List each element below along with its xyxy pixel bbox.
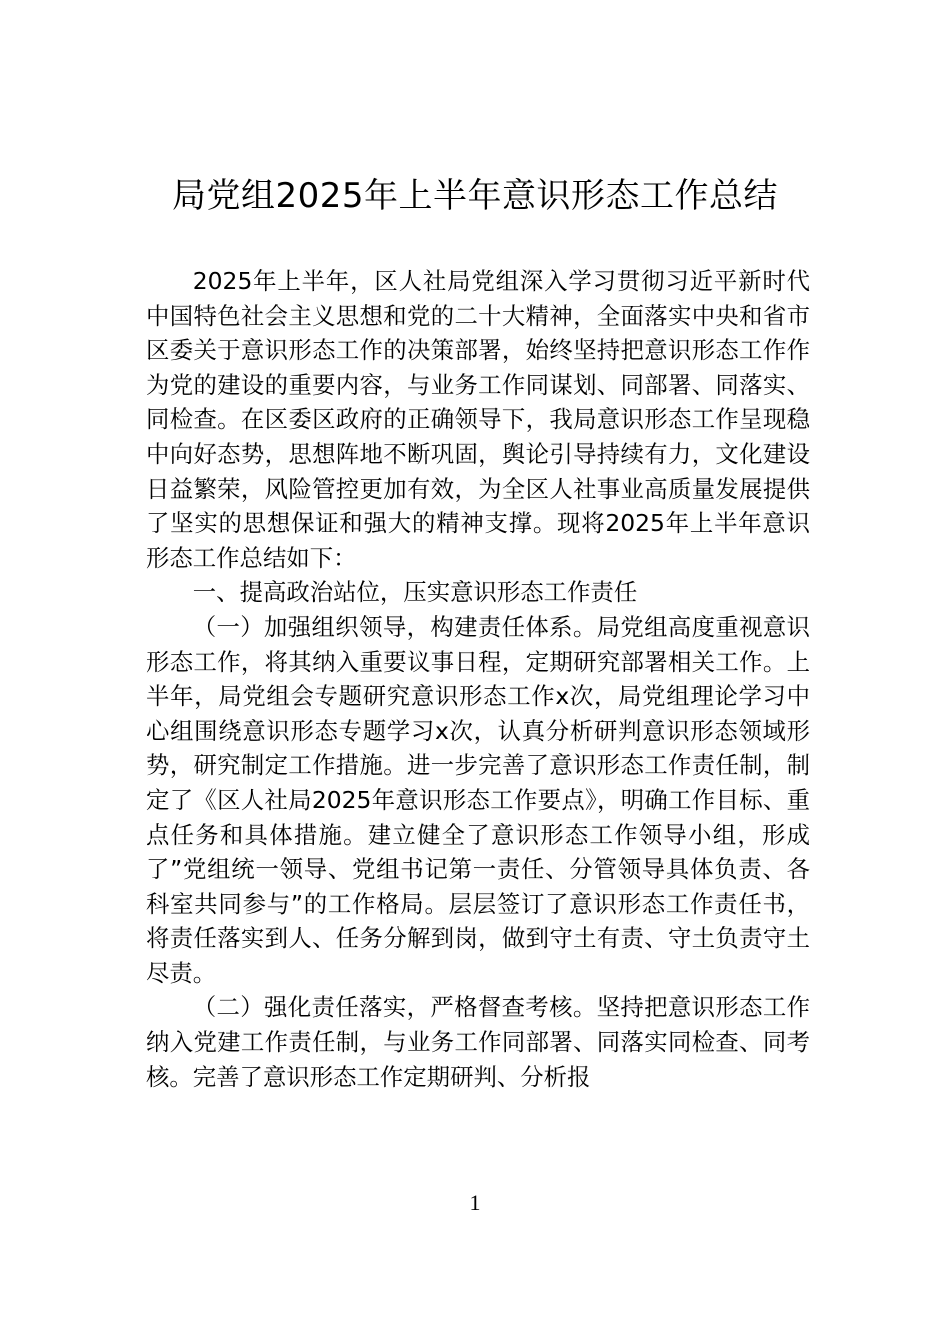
subsection-paragraph-2: （二）强化责任落实，严格督查考核。坚持把意识形态工作纳入党建工作责任制，与业务工作同部署、同落实同检查、同考核。完善了意识形态工作定期研判、分析报 bbox=[146, 993, 810, 1091]
document-body bbox=[146, 264, 810, 1094]
page-number: 1 bbox=[469, 1190, 481, 1215]
subsection-paragraph-1: （一）加强组织领导，构建责任体系。局党组高度重视意识形态工作，将其纳入重要议事日程，定期研究部署相关工作。上半年，局党组会专题研究意识形态工作x次，局党组理论学习中心组围绕意识形态专题学习x次，认真分析研判意识形态领域形势，研究制定工作措施。进一步完善了意识形态工作责任制，制定了《区人社局2025年意识形态工作要点》，明确工作目标、重点任务和具体措施。建立健全了意识形态工作领导小组，形成了”党组统一领导、党组书记第一责任、分管领导具体负责、各科室共同参与”的工作格局。层层签订了意识形态工作责任书，将责任落实到人、任务分解到岗，做到守土有责、守土负责守土尽责。 bbox=[146, 612, 810, 987]
section-heading-1: 一、提高政治站位，压实意识形态工作责任 bbox=[192, 578, 638, 607]
intro-paragraph: 2025年上半年，区人社局党组深入学习贯彻习近平新时代中国特色社会主义思想和党的二十大精神，全面落实中央和省市区委关于意识形态工作的决策部署，始终坚持把意识形态工作作为党的建设的重要内容，与业务工作同谋划、同部署、同落实、同检查。在区委区政府的正确领导下，我局意识形态工作呈现稳中向好态势，思想阵地不断巩固，舆论引导持续有力，文化建设日益繁荣，风险管控更加有效，为全区人社事业高质量发展提供了坚实的思想保证和强大的精神支撑。现将2025年上半年意识形态工作总结如下： bbox=[146, 267, 810, 572]
document-title: 局党组2025年上半年意识形态工作总结 bbox=[171, 176, 779, 216]
